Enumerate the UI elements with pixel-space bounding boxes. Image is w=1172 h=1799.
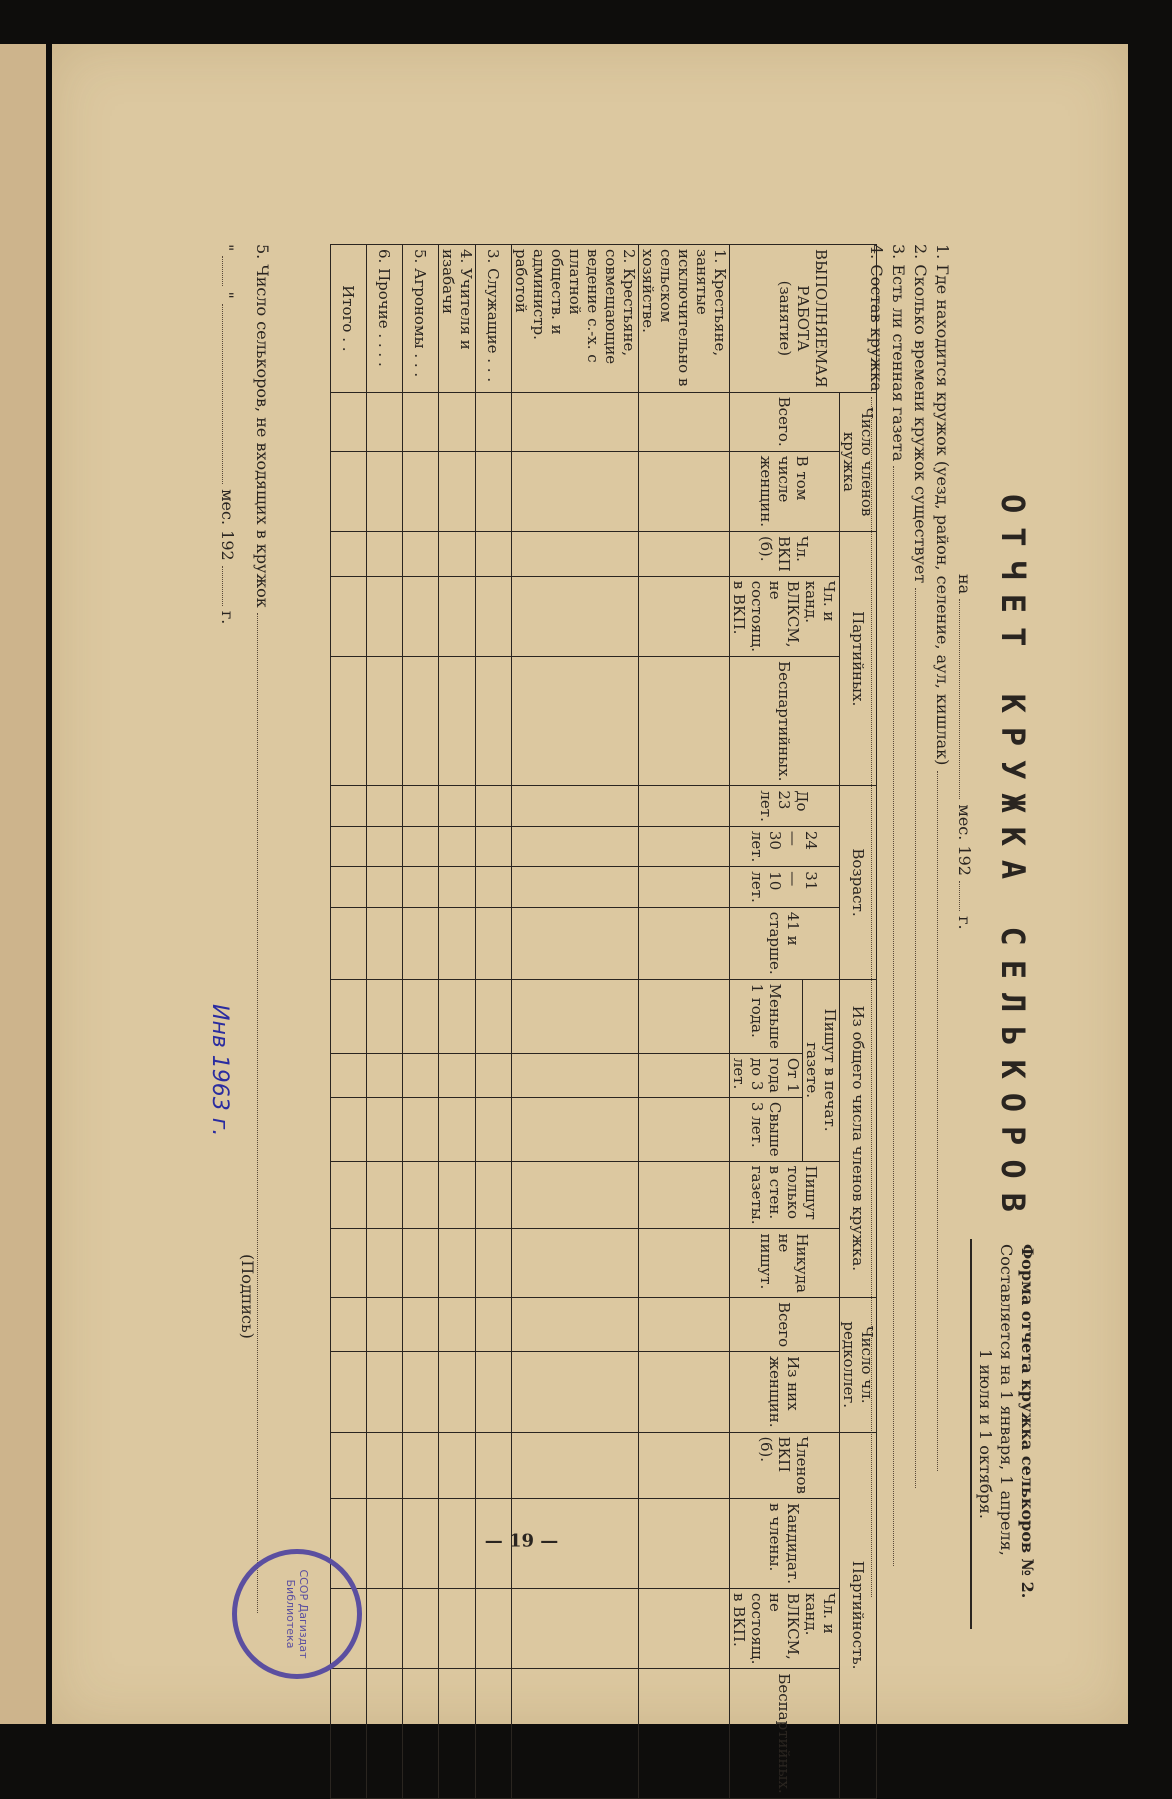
row-label-total: Итого . . xyxy=(331,245,367,393)
library-stamp: ССОР Дагиздат Библиотека xyxy=(232,1549,362,1679)
row-label: 3. Служащие . . . xyxy=(476,245,512,393)
col-header: Всего. xyxy=(730,392,840,451)
col-header: Чл. и канд. ВЛКСМ, не состоящ. в ВКП. xyxy=(730,1589,840,1669)
col-header: Чл. ВКП (б). xyxy=(730,532,840,577)
period-blank-year xyxy=(959,881,960,911)
col-header: 24—30 лет. xyxy=(730,826,840,866)
work-header-cell xyxy=(730,245,877,393)
question-3: 3. Есть ли стенная газета xyxy=(889,244,908,1566)
answer-blank-1 xyxy=(937,771,938,1471)
form-info xyxy=(975,1244,1038,1624)
col-header: Кандидат. в члены. xyxy=(730,1499,840,1589)
question-2: 2. Сколько времени кружок существует xyxy=(911,244,930,1488)
adjacent-page-edge xyxy=(0,44,46,1724)
page-title: ОТЧЕТ КРУЖКА СЕЛЬКОРОВ xyxy=(994,494,1032,1226)
signature-label: (Подпись) xyxy=(238,1254,257,1339)
row-label: 5. Агрономы . . . xyxy=(403,245,439,393)
answer-blank-2 xyxy=(915,588,916,1488)
footnote-line: 5. Число селькоров, не входящих в кружок xyxy=(253,244,272,1613)
footnote-blank xyxy=(257,613,258,1613)
group-party: Партийных. xyxy=(840,532,877,786)
question-1: 1. Где находится кружок (уезд, район, селение, аул, кишлак) xyxy=(933,244,952,1471)
date-line: " " мес. 192 г. xyxy=(218,244,237,625)
document-page xyxy=(52,44,1128,1794)
report-period-line xyxy=(955,574,974,930)
col-header: Из них женщин. xyxy=(730,1352,840,1432)
col-header: Никуда не пишут. xyxy=(730,1229,840,1297)
row-label: 2. Крестьяне, совмещающие ведение с.-х. с платной обществ. и администр. работой xyxy=(512,245,639,393)
group-age: Возраст. xyxy=(840,786,877,979)
work-header: ВЫПОЛНЯЕМАЯ РАБОТА xyxy=(794,249,830,388)
form-info-rule xyxy=(970,1239,972,1629)
period-blank-month xyxy=(959,599,960,799)
rotated-content xyxy=(172,164,1052,1794)
row-label: 6. Прочие . . . . xyxy=(367,245,403,393)
group-members: Число членов кружка xyxy=(840,392,877,531)
group-partisanship: Партийность. xyxy=(840,1432,877,1798)
group-editorial: Число чл. редколлег. xyxy=(840,1297,877,1432)
col-header: До 23 лет. xyxy=(730,786,840,826)
question-4: 4. Состав кружка xyxy=(867,244,886,1597)
work-subheader: (занятие) xyxy=(776,280,794,357)
form-name: Форма отчета кружка селькоров № 2. xyxy=(1018,1244,1037,1599)
col-header: Беспартийных. xyxy=(730,657,840,786)
period-mid: мес. 192 xyxy=(955,804,974,876)
answer-blank-3 xyxy=(893,466,894,1566)
subgroup-print: Пишут в печат. газете. xyxy=(803,979,840,1161)
report-table xyxy=(330,244,877,1799)
col-header: Членов ВКП (б). xyxy=(730,1432,840,1498)
col-header: 31—10 лет. xyxy=(730,867,840,907)
row-label: 4. Учителя и изабачи xyxy=(439,245,476,393)
group-writing: Из общего числа членов кружка. xyxy=(840,979,877,1297)
period-prefix: на xyxy=(955,574,974,595)
col-header: Меньше 1 года. xyxy=(730,979,803,1053)
row-label: 1. Крестьяне, занятые исключительно в сельском хозяйстве. xyxy=(639,245,730,393)
form-schedule-1: Составляется на 1 января, 1 апреля, xyxy=(997,1244,1016,1556)
col-header: Всего xyxy=(730,1297,840,1351)
col-header: 41 и старше. xyxy=(730,907,840,979)
form-schedule-2: 1 июля и 1 октября. xyxy=(976,1349,995,1519)
col-header: В том числе женщин. xyxy=(730,451,840,531)
col-header: Пишут только в стен. газеты. xyxy=(730,1161,840,1229)
handwritten-inventory-note: Инв 1963 г. xyxy=(207,1004,232,1137)
col-header: Беспартийных. xyxy=(730,1669,840,1798)
page-number: — 19 — xyxy=(484,1530,559,1552)
col-header: От 1 года до 3 лет. xyxy=(730,1053,803,1097)
col-header: Свыше 3 лет. xyxy=(730,1097,803,1161)
period-suffix: г. xyxy=(955,916,974,930)
col-header: Чл. и канд. ВЛКСМ, не состоящ. в ВКП. xyxy=(730,576,840,656)
